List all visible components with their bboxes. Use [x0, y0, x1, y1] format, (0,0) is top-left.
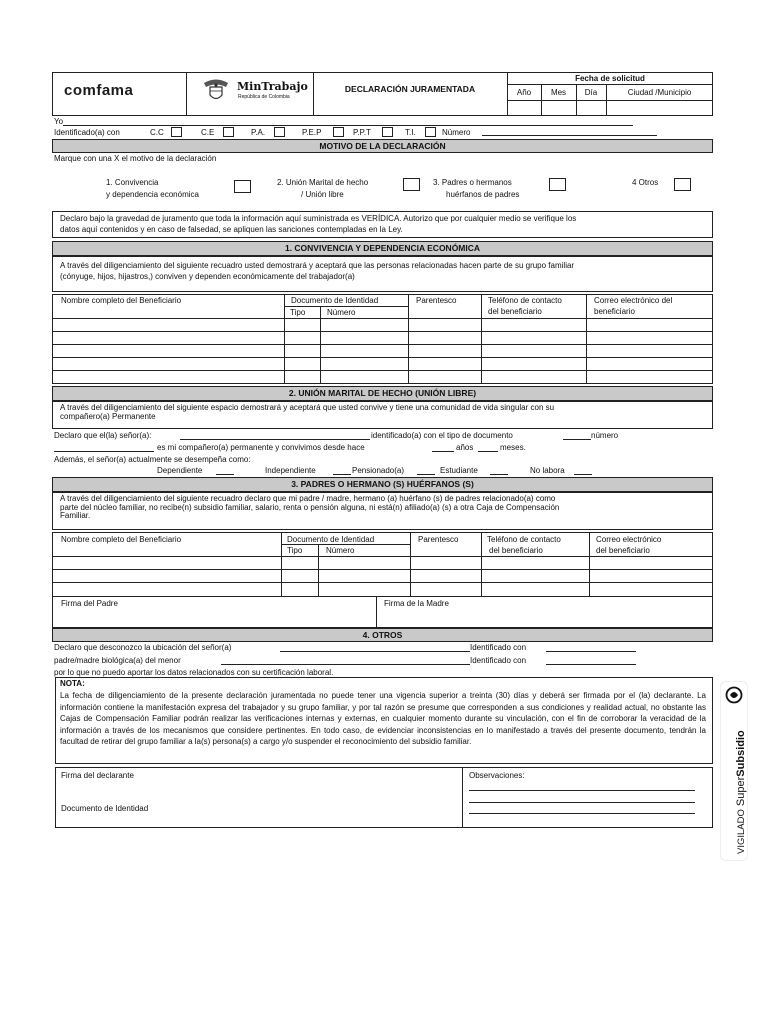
identified-label: Identificado(a) con: [54, 128, 120, 137]
s2-meses-label: meses.: [500, 443, 526, 452]
ministry-sub: República de Colombia: [238, 94, 290, 100]
observaciones-line-2[interactable]: [469, 793, 695, 803]
s3-firma-padre-field[interactable]: [53, 609, 375, 627]
section2-title: 2. UNIÓN MARITAL DE HECHO (UNIÓN LIBRE): [52, 386, 713, 401]
s3-firma-madre-field[interactable]: [377, 609, 712, 627]
section1-desc-line1: A través del diligenciamiento del siguiente recuadro usted demostrará y aceptará que las personas relacionadas hacen parte de su grupo familiar: [60, 261, 575, 270]
s1-row-1[interactable]: [53, 319, 712, 331]
option2-line1: 2. Unión Marital de hecho: [277, 178, 369, 187]
id-number-field[interactable]: [482, 127, 657, 136]
section3-desc-line2: parte del núcleo familiar, no recibe(n) subsidio familiar, salario, renta o pensión alguna, ni está(n) afiliado(a) (s) a otra Caja de Compensación: [60, 503, 560, 512]
doc-type-ppt-label: P.P.T: [353, 128, 371, 137]
firma-declarante-label: Firma del declarante: [61, 771, 134, 780]
request-date-label: Fecha de solicitud: [575, 74, 645, 83]
comfama-logo: comfama: [64, 82, 134, 99]
option1-line2: y dependencia económica: [106, 190, 199, 199]
s3-col-tipo: Tipo: [287, 546, 303, 555]
s1-row-3[interactable]: [53, 345, 712, 357]
date-city-input[interactable]: [607, 101, 713, 115]
section3-desc-line3: Familiar.: [60, 511, 91, 520]
s2-occ-dependiente: Dependiente: [157, 466, 203, 475]
s4-line2-label: padre/madre biológica(a) del menor: [54, 656, 181, 665]
s2-years-field[interactable]: [432, 443, 454, 452]
documento-field[interactable]: [180, 802, 458, 816]
section1-title: 1. CONVIVENCIA Y DEPENDENCIA ECONÓMICA: [52, 241, 713, 256]
doc-type-ce-checkbox[interactable]: [223, 127, 234, 137]
oath-line1: Declaro bajo la gravedad de juramento que toda la información aquí suministrada es VERÍDICA. Autorizo que por cualquier medio se verifique los: [60, 214, 577, 223]
s1-col-name: Nombre completo del Beneficiario: [61, 296, 182, 305]
section2-desc-line2: compañero(a) Permanente: [60, 412, 156, 421]
date-col-year: Año: [516, 88, 532, 97]
observaciones-label: Observaciones:: [469, 771, 525, 780]
s2-occ-pensionado-field[interactable]: [417, 466, 435, 475]
supersubsidio-logo-icon: [725, 686, 743, 704]
stamp-vigilado: VIGILADO: [736, 809, 747, 854]
s2-declaro-label: Declaro que el(la) señor(a):: [54, 431, 152, 440]
date-year-input[interactable]: [508, 101, 541, 115]
option3-line2: huérfanos de padres: [446, 190, 520, 199]
s3-firma-madre-label: Firma de la Madre: [384, 599, 449, 608]
s4-minor-name-field[interactable]: [221, 656, 470, 665]
s2-occ-independiente: Independiente: [265, 466, 316, 475]
supersubsidio-stamp: [721, 682, 747, 860]
s3-col-tel-line2: del beneficiario: [489, 546, 543, 555]
s3-col-parentesco: Parentesco: [418, 535, 459, 544]
s2-occ-no-labora-field[interactable]: [574, 466, 592, 475]
s3-row-1[interactable]: [53, 557, 712, 569]
stamp-super: Super: [735, 776, 747, 807]
date-col-city: Ciudad /Municipio: [627, 88, 692, 97]
s3-col-num: Número: [326, 546, 355, 555]
s3-row-3[interactable]: [53, 583, 712, 595]
option2-line2: / Unión libre: [301, 190, 344, 199]
s4-line1-identified: Identificado con: [470, 643, 527, 652]
stamp-subsidio: Subsidio: [735, 730, 747, 777]
section4-title: 4. OTROS: [52, 628, 713, 642]
s3-col-name: Nombre completo del Beneficiario: [61, 535, 182, 544]
option4-label: 4 Otros: [632, 178, 659, 187]
s4-line1-label: Declaro que desconozco la ubicación del señor(a): [54, 643, 232, 652]
doc-type-ce-label: C.E: [201, 128, 215, 137]
doc-type-cc-checkbox[interactable]: [171, 127, 182, 137]
date-day-input[interactable]: [577, 101, 606, 115]
nota-title: NOTA:: [60, 679, 85, 688]
s2-months-field[interactable]: [478, 443, 498, 452]
option2-checkbox[interactable]: [403, 178, 420, 191]
doc-type-cc-label: C.C: [150, 128, 164, 137]
s2-ademas-label: Además, el señor(a) actualmente se desempeña como:: [54, 455, 251, 464]
s2-occ-no-labora: No labora: [530, 466, 565, 475]
s4-line3: por lo que no puedo aportar los datos relacionados con su certificación laboral.: [54, 668, 334, 677]
doc-type-ti-label: T.I.: [405, 128, 416, 137]
doc-type-pep-checkbox[interactable]: [333, 127, 344, 137]
s1-col-tel-line2: del beneficiario: [488, 307, 542, 316]
oath-line2: datos aquí contenidos y en caso de falsedad, se apliquen las sanciones contempladas en la Ley.: [60, 225, 403, 234]
s2-identified-label: identificado(a) con el tipo de documento: [371, 431, 513, 440]
s1-row-5[interactable]: [53, 371, 712, 383]
s3-firma-padre-label: Firma del Padre: [61, 599, 118, 608]
s3-col-tel-line1: Teléfono de contacto: [487, 535, 561, 544]
s2-occ-estudiante-field[interactable]: [490, 466, 508, 475]
s1-col-parentesco: Parentesco: [416, 296, 457, 305]
firma-declarante-field[interactable]: [57, 783, 460, 801]
s2-doc-type-field[interactable]: [563, 431, 591, 440]
documento-label: Documento de Identidad: [61, 804, 149, 813]
s2-es-mi-label: es mi compañero(a) permanente y convivimos desde hace: [157, 443, 365, 452]
page-title: DECLARACIÓN JURAMENTADA: [344, 84, 476, 94]
s1-col-tel-line1: Teléfono de contacto: [488, 296, 562, 305]
s3-col-mail-line2: del beneficiario: [596, 546, 650, 555]
option1-line1: 1. Convivencia: [106, 178, 159, 187]
s2-partner-name-field[interactable]: [180, 431, 370, 440]
s3-row-2[interactable]: [53, 570, 712, 582]
s1-col-doc: Documento de Identidad: [291, 296, 379, 305]
s2-anos-label: años: [456, 443, 474, 452]
name-field[interactable]: [63, 117, 633, 126]
s2-occ-independiente-field[interactable]: [333, 466, 351, 475]
doc-type-pep-label: P.E.P: [302, 128, 322, 137]
coat-of-arms-icon: [201, 78, 231, 104]
yo-label: Yo: [54, 117, 64, 126]
section1-desc-line2: (cónyuge, hijos, hijastros,) conviven y dependen económicamente del trabajador(a): [60, 272, 355, 281]
motivo-section-title: MOTIVO DE LA DECLARACIÓN: [52, 139, 713, 153]
s2-occ-dependiente-field[interactable]: [216, 466, 234, 475]
observaciones-line-3[interactable]: [469, 804, 695, 814]
date-month-input[interactable]: [542, 101, 576, 115]
s4-line2-identified: Identificado con: [470, 656, 527, 665]
s2-numero-label: número: [591, 431, 619, 440]
s3-col-doc: Documento de Identidad: [287, 535, 375, 544]
s3-col-mail-line1: Correo electrónico: [596, 535, 662, 544]
s4-line2-id-field[interactable]: [546, 656, 636, 665]
doc-type-ppt-checkbox[interactable]: [382, 127, 393, 137]
number-label: Número: [442, 128, 471, 137]
section3-title: 3. PADRES O HERMANO (S) HUÉRFANOS (S): [52, 477, 713, 492]
doc-type-pa-checkbox[interactable]: [274, 127, 285, 137]
section3-desc-line1: A través del diligenciamiento del siguiente recuadro declaro que mi padre / madre, hermano (a) huérfano (s) de padres relacionado(a) como: [60, 494, 556, 503]
doc-type-pa-label: P.A.: [251, 128, 266, 137]
observaciones-line-1[interactable]: [469, 781, 695, 791]
s2-occ-estudiante: Estudiante: [440, 466, 478, 475]
section2-desc-line1: A través del diligenciamiento del siguiente espacio demostrará y aceptará que usted convive y tiene una comunidad de vida singular con su: [60, 403, 555, 412]
doc-type-ti-checkbox[interactable]: [425, 127, 436, 137]
option4-checkbox[interactable]: [674, 178, 691, 191]
s1-row-2[interactable]: [53, 332, 712, 344]
nota-text: La fecha de diligenciamiento de la presente declaración juramentada no puede tener una vigencia superior a treinta (30) días y deberá ser firmada por el (la) declarante. La información contiene la manifestación expresa del trabajador y su grupo familiar, y por tal razón se presume que corresponden a sus condiciones y realidad actual, no obstante las Cajas de Compensación Familiar podrán realizar las verificaciones internas y externas, en cualquier momento durante su vinculación, con el fin de corroborar la veracidad de la información a través de los mecanismos que considere pertinentes. En todo caso, de evidenciar inconsistencias en lo manifestado a través del presente documento, tendrán la facultad de retirar del grupo familiar a la(s) persona(s) a cargo y/o suspender el reconocimiento del subsidio familiar.: [60, 691, 706, 746]
s1-col-tipo: Tipo: [290, 308, 306, 317]
motivo-instruction: Marque con una X el motivo de la declaración: [54, 154, 217, 163]
s1-col-mail-line1: Correo electrónico del: [594, 296, 673, 305]
option3-checkbox[interactable]: [549, 178, 566, 191]
s1-col-mail-line2: beneficiario: [594, 307, 635, 316]
date-col-day: Día: [584, 88, 598, 97]
date-col-month: Mes: [550, 88, 567, 97]
s2-doc-number-field[interactable]: [54, 443, 154, 452]
s4-person-name-field[interactable]: [280, 643, 470, 652]
s2-occ-pensionado: Pensionado(a): [352, 466, 405, 475]
s1-row-4[interactable]: [53, 358, 712, 370]
option3-line1: 3. Padres o hermanos: [433, 178, 512, 187]
s4-line1-id-field[interactable]: [546, 643, 636, 652]
s1-col-num: Número: [327, 308, 356, 317]
option1-checkbox[interactable]: [234, 180, 251, 193]
ministry-name: MinTrabajo: [237, 80, 308, 93]
